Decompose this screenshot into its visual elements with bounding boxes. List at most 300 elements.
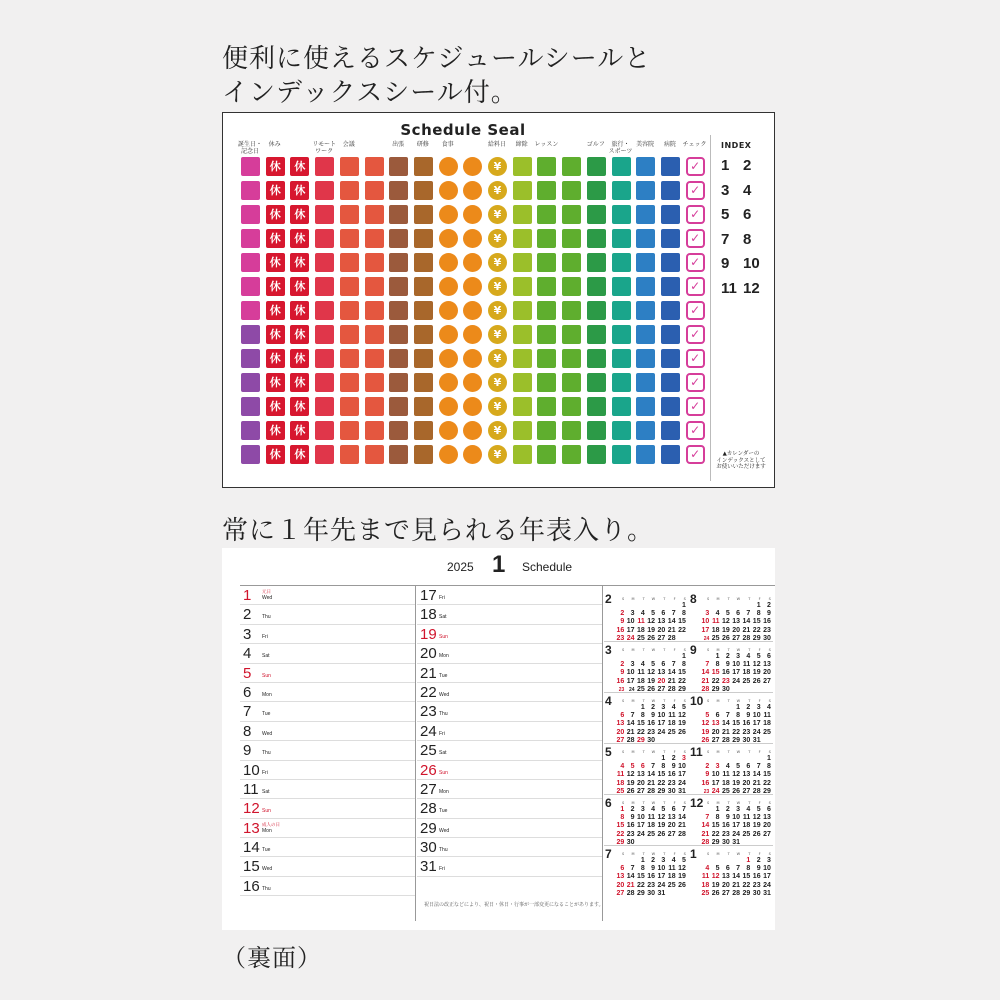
day-of-week: Wed bbox=[262, 866, 273, 873]
mini-week-row: 7 8 9 10 11 12 13 bbox=[705, 814, 771, 822]
scissors-icon bbox=[636, 397, 655, 416]
day-number: 31 bbox=[420, 858, 437, 876]
hospital-icon bbox=[661, 301, 680, 320]
day-row[interactable] bbox=[240, 877, 415, 896]
mini-dow-header: S M T W T F S bbox=[622, 750, 686, 754]
mini-month-grid bbox=[699, 852, 771, 898]
mini-month-grid bbox=[699, 699, 771, 745]
day-row[interactable] bbox=[417, 586, 602, 605]
music-icon bbox=[537, 181, 556, 200]
index-number: 6 bbox=[743, 206, 752, 223]
day-of-week: Sun bbox=[439, 769, 448, 776]
yen-icon: ¥ bbox=[488, 181, 507, 200]
remote-work-icon bbox=[315, 397, 334, 416]
day-number: 18 bbox=[420, 606, 437, 624]
day-of-week: Thu bbox=[439, 847, 448, 854]
kyu-icon: 休 bbox=[290, 349, 309, 368]
music-icon bbox=[537, 157, 556, 176]
seal-category-label: レッスン bbox=[534, 141, 559, 148]
mini-month-grid bbox=[614, 750, 686, 796]
index-number: 7 bbox=[721, 230, 730, 248]
mini-week-row: 17 18 19 20 21 22 23 bbox=[701, 626, 771, 634]
plane-icon bbox=[612, 397, 631, 416]
mini-month-grid bbox=[614, 699, 686, 745]
kyu-icon: 休 bbox=[290, 397, 309, 416]
day-number: 16 bbox=[243, 877, 260, 895]
day-of-week: Mon bbox=[262, 827, 272, 834]
kyu-icon: 休 bbox=[290, 301, 309, 320]
day-of-week: Wed bbox=[439, 827, 450, 834]
meeting-icon bbox=[340, 325, 359, 344]
index-number: 8 bbox=[743, 230, 752, 248]
mini-week-row: 9 10 11 12 13 14 15 bbox=[705, 771, 771, 779]
day-row[interactable] bbox=[417, 741, 602, 760]
golf-icon bbox=[587, 229, 606, 248]
music-icon bbox=[562, 445, 581, 464]
meeting-icon bbox=[340, 157, 359, 176]
mail-icon bbox=[513, 373, 532, 392]
day-row[interactable] bbox=[240, 799, 415, 818]
mini-week-row: 10 11 12 13 14 15 16 bbox=[701, 618, 771, 626]
index-number: 12 bbox=[743, 279, 760, 297]
golf-icon bbox=[587, 277, 606, 296]
scissors-icon bbox=[636, 253, 655, 272]
mini-week-row: 20 21 22 23 24 25 26 bbox=[616, 728, 686, 736]
mini-week-row: 5 6 7 8 9 10 11 bbox=[705, 712, 771, 720]
mini-month-grid bbox=[699, 750, 771, 796]
music-icon bbox=[537, 277, 556, 296]
meal-icon bbox=[439, 325, 458, 344]
training-icon bbox=[414, 253, 433, 272]
day-of-week: Thu bbox=[262, 614, 271, 621]
day-row[interactable] bbox=[240, 761, 415, 780]
meeting-icon bbox=[365, 349, 384, 368]
day-of-week: Fri bbox=[439, 866, 445, 873]
meeting-icon bbox=[365, 205, 384, 224]
check-icon: ✓ bbox=[686, 325, 705, 344]
day-number: 7 bbox=[243, 703, 252, 721]
day-number: 12 bbox=[243, 800, 260, 818]
yen-icon: ¥ bbox=[488, 349, 507, 368]
day-row[interactable] bbox=[417, 761, 602, 780]
golf-icon bbox=[587, 421, 606, 440]
day-of-week: Mon bbox=[439, 653, 449, 660]
mail-icon bbox=[513, 277, 532, 296]
training-icon bbox=[414, 445, 433, 464]
mini-week-row: 13 14 15 16 17 18 19 bbox=[616, 720, 686, 728]
meeting-icon bbox=[365, 229, 384, 248]
golf-icon bbox=[587, 181, 606, 200]
kyu-icon: 休 bbox=[266, 253, 285, 272]
mini-week-row: 29 30 bbox=[616, 838, 635, 846]
mail-icon bbox=[513, 205, 532, 224]
day-of-week: Tue bbox=[262, 711, 271, 718]
music-icon bbox=[537, 421, 556, 440]
cake-icon bbox=[241, 325, 260, 344]
seal-category-label: 締除 bbox=[515, 141, 528, 148]
day-of-week: Tue bbox=[262, 847, 271, 854]
cake-icon bbox=[241, 205, 260, 224]
golf-icon bbox=[587, 205, 606, 224]
check-icon: ✓ bbox=[686, 181, 705, 200]
mini-week-row: 3 4 5 6 7 8 9 bbox=[705, 610, 771, 618]
plane-icon bbox=[612, 277, 631, 296]
hospital-icon bbox=[661, 157, 680, 176]
suitcase-icon bbox=[389, 157, 408, 176]
mini-month bbox=[690, 745, 772, 793]
meeting-icon bbox=[365, 325, 384, 344]
day-row[interactable] bbox=[417, 838, 602, 857]
mail-icon bbox=[513, 181, 532, 200]
meal-icon bbox=[463, 277, 482, 296]
scissors-icon bbox=[636, 229, 655, 248]
suitcase-icon bbox=[389, 349, 408, 368]
day-of-week: Fri bbox=[262, 769, 268, 776]
meeting-icon bbox=[365, 157, 384, 176]
caption-seal-line1: 便利に使えるスケジュールシールと bbox=[222, 44, 652, 74]
mini-month bbox=[605, 643, 687, 691]
mini-week-row: 22 23 24 25 26 27 28 bbox=[616, 830, 686, 838]
yen-icon: ¥ bbox=[488, 325, 507, 344]
plane-icon bbox=[612, 229, 631, 248]
scissors-icon bbox=[636, 205, 655, 224]
meeting-icon bbox=[340, 397, 359, 416]
day-row[interactable] bbox=[417, 857, 602, 876]
music-icon bbox=[562, 157, 581, 176]
day-number: 15 bbox=[243, 858, 260, 876]
mini-month-grid bbox=[614, 852, 686, 898]
day-number: 5 bbox=[243, 664, 252, 682]
meal-icon bbox=[463, 181, 482, 200]
meeting-icon bbox=[365, 397, 384, 416]
calendar-label: Schedule bbox=[522, 560, 573, 574]
hospital-icon bbox=[661, 205, 680, 224]
golf-icon bbox=[587, 373, 606, 392]
music-icon bbox=[562, 277, 581, 296]
day-number: 9 bbox=[243, 742, 252, 760]
seal-category-label: チェック bbox=[682, 141, 707, 148]
mini-month-grid bbox=[699, 597, 771, 643]
training-icon bbox=[414, 229, 433, 248]
remote-work-icon bbox=[315, 181, 334, 200]
mini-week-row: 2 3 4 5 6 7 8 bbox=[705, 763, 771, 771]
day-row[interactable] bbox=[417, 702, 602, 721]
music-icon bbox=[562, 373, 581, 392]
column-divider bbox=[602, 586, 603, 921]
mini-week-row: 25 26 27 28 29 30 31 bbox=[701, 889, 771, 897]
kyu-icon: 休 bbox=[266, 181, 285, 200]
day-of-week: Wed bbox=[262, 730, 273, 737]
day-number: 8 bbox=[243, 722, 252, 740]
remote-work-icon bbox=[315, 349, 334, 368]
mini-week-row: 16 17 18 19 20 21 22 bbox=[616, 626, 686, 634]
yen-icon: ¥ bbox=[488, 301, 507, 320]
mini-month-number: 6 bbox=[605, 796, 612, 810]
golf-icon bbox=[587, 157, 606, 176]
training-icon bbox=[414, 301, 433, 320]
hospital-icon bbox=[661, 445, 680, 464]
mail-icon bbox=[513, 445, 532, 464]
day-row[interactable] bbox=[240, 741, 415, 760]
mini-month-divider bbox=[604, 794, 773, 795]
scissors-icon bbox=[636, 445, 655, 464]
mini-month bbox=[690, 796, 772, 844]
yen-icon: ¥ bbox=[488, 229, 507, 248]
day-row[interactable] bbox=[240, 857, 415, 876]
mini-month-number: 11 bbox=[690, 745, 703, 759]
music-icon bbox=[537, 325, 556, 344]
mini-week-row: 1 2 3 bbox=[661, 755, 686, 762]
day-column-1 bbox=[240, 586, 415, 896]
meeting-icon bbox=[365, 253, 384, 272]
mini-month bbox=[690, 847, 772, 895]
day-row[interactable] bbox=[417, 722, 602, 741]
music-icon bbox=[562, 421, 581, 440]
day-row[interactable] bbox=[417, 644, 602, 663]
mini-month-number: 9 bbox=[690, 643, 697, 657]
mini-month-divider bbox=[604, 845, 773, 846]
meeting-icon bbox=[340, 349, 359, 368]
check-icon: ✓ bbox=[686, 253, 705, 272]
scissors-icon bbox=[636, 301, 655, 320]
seal-category-label: ゴルフ bbox=[586, 141, 605, 148]
day-of-week: Fri bbox=[439, 595, 445, 601]
kyu-icon: 休 bbox=[266, 445, 285, 464]
day-row[interactable] bbox=[417, 683, 602, 702]
mini-month-divider bbox=[604, 692, 773, 693]
meal-icon bbox=[439, 301, 458, 320]
remote-work-icon bbox=[315, 445, 334, 464]
mail-icon bbox=[513, 253, 532, 272]
cake-icon bbox=[241, 397, 260, 416]
meeting-icon bbox=[340, 277, 359, 296]
mini-month bbox=[605, 796, 687, 844]
mini-week-row: 9 10 11 12 13 14 15 bbox=[620, 669, 686, 677]
cake-icon bbox=[241, 253, 260, 272]
scissors-icon bbox=[636, 325, 655, 344]
plane-icon bbox=[612, 301, 631, 320]
mini-week-row: 9 10 11 12 13 14 15 bbox=[620, 618, 686, 626]
mini-week-row: 1 2 3 4 bbox=[736, 704, 771, 711]
day-row[interactable] bbox=[417, 780, 602, 799]
day-of-week: Tue bbox=[439, 672, 448, 679]
kyu-icon: 休 bbox=[266, 277, 285, 296]
mini-week-row: 27 28 29 30 31 bbox=[616, 889, 666, 897]
mini-week-row: 2 3 4 5 6 7 8 bbox=[620, 610, 686, 618]
day-of-week: Sat bbox=[439, 750, 447, 757]
mini-week-row: 21 22 23 24 25 26 27 bbox=[701, 677, 771, 685]
mini-week-row: 14 15 16 17 18 19 20 bbox=[701, 822, 771, 830]
mini-week-row: 24 25 26 27 28 29 30 bbox=[703, 634, 771, 642]
mini-month-number: 3 bbox=[605, 643, 612, 657]
day-row[interactable] bbox=[417, 664, 602, 683]
meal-icon bbox=[439, 253, 458, 272]
suitcase-icon bbox=[389, 277, 408, 296]
remote-work-icon bbox=[315, 205, 334, 224]
day-number: 14 bbox=[243, 839, 260, 857]
index-number: 10 bbox=[743, 255, 760, 272]
mini-month-divider bbox=[604, 743, 773, 744]
day-of-week: Mon bbox=[439, 788, 449, 795]
mini-week-row: 1 2 3 bbox=[746, 857, 771, 864]
plane-icon bbox=[612, 445, 631, 464]
day-row[interactable] bbox=[240, 702, 415, 721]
index-column bbox=[710, 135, 771, 481]
mini-week-row: 18 19 20 21 22 23 24 bbox=[701, 881, 771, 889]
suitcase-icon bbox=[389, 253, 408, 272]
day-number: 6 bbox=[243, 683, 252, 701]
mini-week-row: 1 2 3 4 5 6 bbox=[715, 653, 771, 660]
mini-month bbox=[605, 847, 687, 895]
caption-back-side: （裏面） bbox=[222, 944, 322, 972]
holiday-name: 元日 bbox=[262, 590, 271, 595]
seal-category-label: 休み bbox=[268, 141, 281, 148]
day-row[interactable] bbox=[240, 644, 415, 663]
day-row[interactable] bbox=[240, 605, 415, 624]
day-of-week: Sun bbox=[262, 672, 271, 679]
day-row[interactable] bbox=[240, 664, 415, 683]
kyu-icon: 休 bbox=[290, 253, 309, 272]
mini-week-row: 25 26 27 28 29 30 31 bbox=[616, 787, 686, 795]
meal-icon bbox=[463, 157, 482, 176]
day-of-week: Sat bbox=[439, 614, 447, 621]
day-of-week: Wed bbox=[262, 595, 273, 601]
cake-icon bbox=[241, 277, 260, 296]
schedule-seal-sheet bbox=[222, 112, 775, 488]
kyu-icon: 休 bbox=[290, 325, 309, 344]
mini-week-row: 16 17 18 19 20 21 22 bbox=[701, 779, 771, 787]
mini-dow-header: S M T W T F S bbox=[622, 648, 686, 652]
holiday-footnote: 祝日法の改正などにより、祝日・休日・行事が一部変更になることがあります。 bbox=[424, 902, 604, 908]
golf-icon bbox=[587, 301, 606, 320]
meeting-icon bbox=[340, 445, 359, 464]
mini-week-row: 14 15 16 17 18 19 20 bbox=[701, 669, 771, 677]
meeting-icon bbox=[340, 301, 359, 320]
suitcase-icon bbox=[389, 205, 408, 224]
mini-dow-header: S M T W T F S bbox=[622, 852, 686, 856]
mini-week-row: 18 19 20 21 22 23 24 bbox=[616, 779, 686, 787]
mini-week-row: 1 2 3 4 5 bbox=[640, 704, 686, 711]
remote-work-icon bbox=[315, 373, 334, 392]
seal-category-label: 誕生日・ 記念日 bbox=[237, 141, 263, 155]
day-row[interactable] bbox=[240, 625, 415, 644]
check-icon: ✓ bbox=[686, 349, 705, 368]
yen-icon: ¥ bbox=[488, 253, 507, 272]
plane-icon bbox=[612, 205, 631, 224]
kyu-icon: 休 bbox=[266, 157, 285, 176]
day-row[interactable] bbox=[417, 625, 602, 644]
mini-week-row: 8 9 10 11 12 13 14 bbox=[620, 814, 686, 822]
music-icon bbox=[562, 205, 581, 224]
day-column-2 bbox=[417, 586, 602, 877]
training-icon bbox=[414, 181, 433, 200]
meal-icon bbox=[463, 397, 482, 416]
day-row[interactable] bbox=[417, 605, 602, 624]
meeting-icon bbox=[365, 421, 384, 440]
index-title: INDEX bbox=[721, 141, 752, 150]
cake-icon bbox=[241, 181, 260, 200]
plane-icon bbox=[612, 157, 631, 176]
mini-week-row: 23 24 25 26 27 28 bbox=[616, 634, 676, 642]
day-of-week: Sun bbox=[262, 808, 271, 815]
mini-week-row: 11 12 13 14 15 16 17 bbox=[701, 873, 771, 881]
training-icon bbox=[414, 205, 433, 224]
music-icon bbox=[537, 445, 556, 464]
hospital-icon bbox=[661, 229, 680, 248]
index-number: 2 bbox=[743, 157, 752, 174]
day-row[interactable] bbox=[240, 780, 415, 799]
remote-work-icon bbox=[315, 157, 334, 176]
yen-icon: ¥ bbox=[488, 445, 507, 464]
music-icon bbox=[537, 349, 556, 368]
kyu-icon: 休 bbox=[266, 325, 285, 344]
mini-week-row: 1 bbox=[681, 653, 686, 660]
mini-week-row: 28 29 30 bbox=[701, 685, 730, 693]
mini-week-row: 1 2 3 4 5 6 7 bbox=[620, 806, 686, 813]
holiday-name: 成人の日 bbox=[262, 822, 280, 828]
meeting-icon bbox=[340, 373, 359, 392]
mini-month bbox=[605, 694, 687, 742]
cake-icon bbox=[241, 349, 260, 368]
yen-icon: ¥ bbox=[488, 205, 507, 224]
day-row[interactable] bbox=[240, 683, 415, 702]
cake-icon bbox=[241, 421, 260, 440]
plane-icon bbox=[612, 325, 631, 344]
day-row[interactable] bbox=[240, 838, 415, 857]
music-icon bbox=[537, 229, 556, 248]
kyu-icon: 休 bbox=[266, 349, 285, 368]
yen-icon: ¥ bbox=[488, 373, 507, 392]
hospital-icon bbox=[661, 349, 680, 368]
check-icon: ✓ bbox=[686, 397, 705, 416]
plane-icon bbox=[612, 349, 631, 368]
index-number: 9 bbox=[721, 255, 730, 272]
meeting-icon bbox=[340, 229, 359, 248]
kyu-icon: 休 bbox=[266, 301, 285, 320]
mini-week-row: 23 24 25 26 27 28 29 bbox=[618, 685, 686, 693]
day-of-week: Fri bbox=[262, 633, 268, 640]
mini-week-row: 26 27 28 29 30 31 bbox=[701, 736, 761, 744]
meeting-icon bbox=[340, 421, 359, 440]
mini-dow-header: S M T W T F S bbox=[707, 750, 771, 754]
remote-work-icon bbox=[315, 301, 334, 320]
day-row[interactable] bbox=[417, 819, 602, 838]
mini-dow-header: S M T W T F S bbox=[707, 699, 771, 703]
meal-icon bbox=[439, 445, 458, 464]
meal-icon bbox=[439, 277, 458, 296]
mini-week-row: 2 3 4 5 6 7 8 bbox=[620, 661, 686, 669]
day-row[interactable] bbox=[240, 819, 415, 838]
seal-category-label: 病院 bbox=[663, 141, 676, 148]
cake-icon bbox=[241, 301, 260, 320]
training-icon bbox=[414, 325, 433, 344]
seal-category-label: 研修 bbox=[416, 141, 429, 148]
mini-week-row: 27 28 29 30 bbox=[616, 736, 656, 744]
cake-icon bbox=[241, 373, 260, 392]
day-row[interactable] bbox=[240, 586, 415, 605]
day-row[interactable] bbox=[417, 799, 602, 818]
yen-icon: ¥ bbox=[488, 397, 507, 416]
kyu-icon: 休 bbox=[290, 421, 309, 440]
kyu-icon: 休 bbox=[290, 373, 309, 392]
mini-month bbox=[605, 592, 687, 640]
mail-icon bbox=[513, 397, 532, 416]
mini-month-number: 8 bbox=[690, 592, 697, 606]
day-row[interactable] bbox=[240, 722, 415, 741]
calendar-month: 1 bbox=[492, 551, 506, 578]
day-of-week: Wed bbox=[439, 691, 450, 698]
golf-icon bbox=[587, 349, 606, 368]
